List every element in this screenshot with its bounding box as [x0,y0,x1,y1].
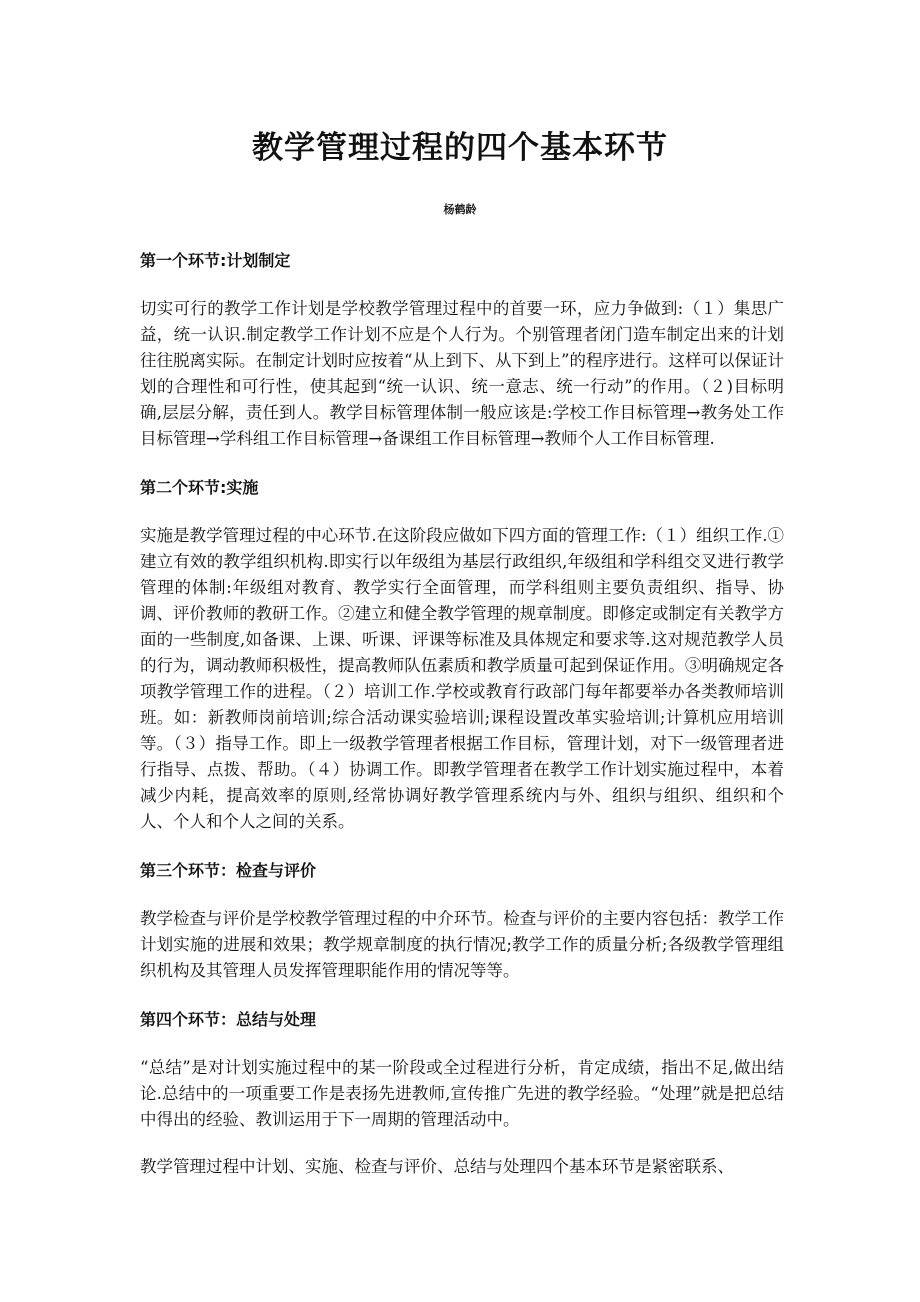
closing-paragraph: 教学管理过程中计划、实施、检查与评价、总结与处理四个基本环节是紧密联系、 [140,1157,734,1176]
section-2-heading: 第二个环节:实施 [140,478,259,497]
document-author: 杨鹤龄 [443,203,477,216]
section-1-paragraph: 切实可行的教学工作计划是学校教学管理过程中的首要一环，应力争做到:（１）集思广益，统一认识.制定教学工作计划不应是个人行为。个别管理者闭门造车制定出来的计划往往脱离实际。在制定计划时应按着“从上到下、从下到上”的程序进行。这样可以保证计划的合理性和可行性，使其起到“统一认识、统一意志、统一行动”的作用。（２)目标明确,层层分解，责任到人。教学目标管理体制一般应该是:学校工作目标管理→教务处工作目标管理→学科组工作目标管理→备课组工作目标管理→教师个人工作目标管理. [140,299,784,448]
section-1-heading: 第一个环节:计划制定 [140,251,291,270]
section-4-paragraph: “总结”是对计划实施过程中的某一阶段或全过程进行分析，肯定成绩，指出不足,做出结论.总结中的一项重要工作是表扬先进教师,宣传推广先进的教学经验。“处理”就是把总结中得出的经验、教训运用于下一周期的管理活动中。 [140,1058,784,1129]
section-4-heading: 第四个环节：总结与处理 [140,1010,317,1029]
section-3-heading: 第三个环节：检查与评价 [140,861,317,880]
section-2-paragraph: 实施是教学管理过程的中心环节.在这阶段应做如下四方面的管理工作:（１）组织工作.①建立有效的教学组织机构.即实行以年级组为基层行政组织,年级组和学科组交叉进行教学管理的体制:年级组对教育、教学实行全面管理，而学科组则主要负责组织、指导、协调、评价教师的教研工作。②建立和健全教学管理的规章制度。即修定或制定有关教学方面的一些制度,如备课、上课、听课、评课等标准及具体规定和要求等.这对规范教学人员的行为，调动教师积极性，提高教师队伍素质和教学质量可起到保证作用。③明确规定各项教学管理工作的进程。（２）培训工作.学校或教育行政部门每年都要举办各类教师培训班。如：新教师岗前培训;综合活动课实验培训;课程设置改革实验培训;计算机应用培训等。（３）指导工作。即上一级教学管理者根据工作目标，管理计划，对下一级管理者进行指导、点拨、帮助。（４）协调工作。即教学管理者在教学工作计划实施过程中，本着减少内耗，提高效率的原则,经常协调好教学管理系统内与外、组织与组织、组织和个人、个人和个人之间的关系。 [140,526,784,831]
section-3-paragraph: 教学检查与评价是学校教学管理过程的中介环节。检查与评价的主要内容包括：教学工作计划实施的进展和效果；教学规章制度的执行情况;教学工作的质量分析;各级教学管理组织机构及其管理人员发挥管理职能作用的情况等等。 [140,909,784,980]
document-title: 教学管理过程的四个基本环节 [252,130,668,166]
document-body [140,246,784,1201]
